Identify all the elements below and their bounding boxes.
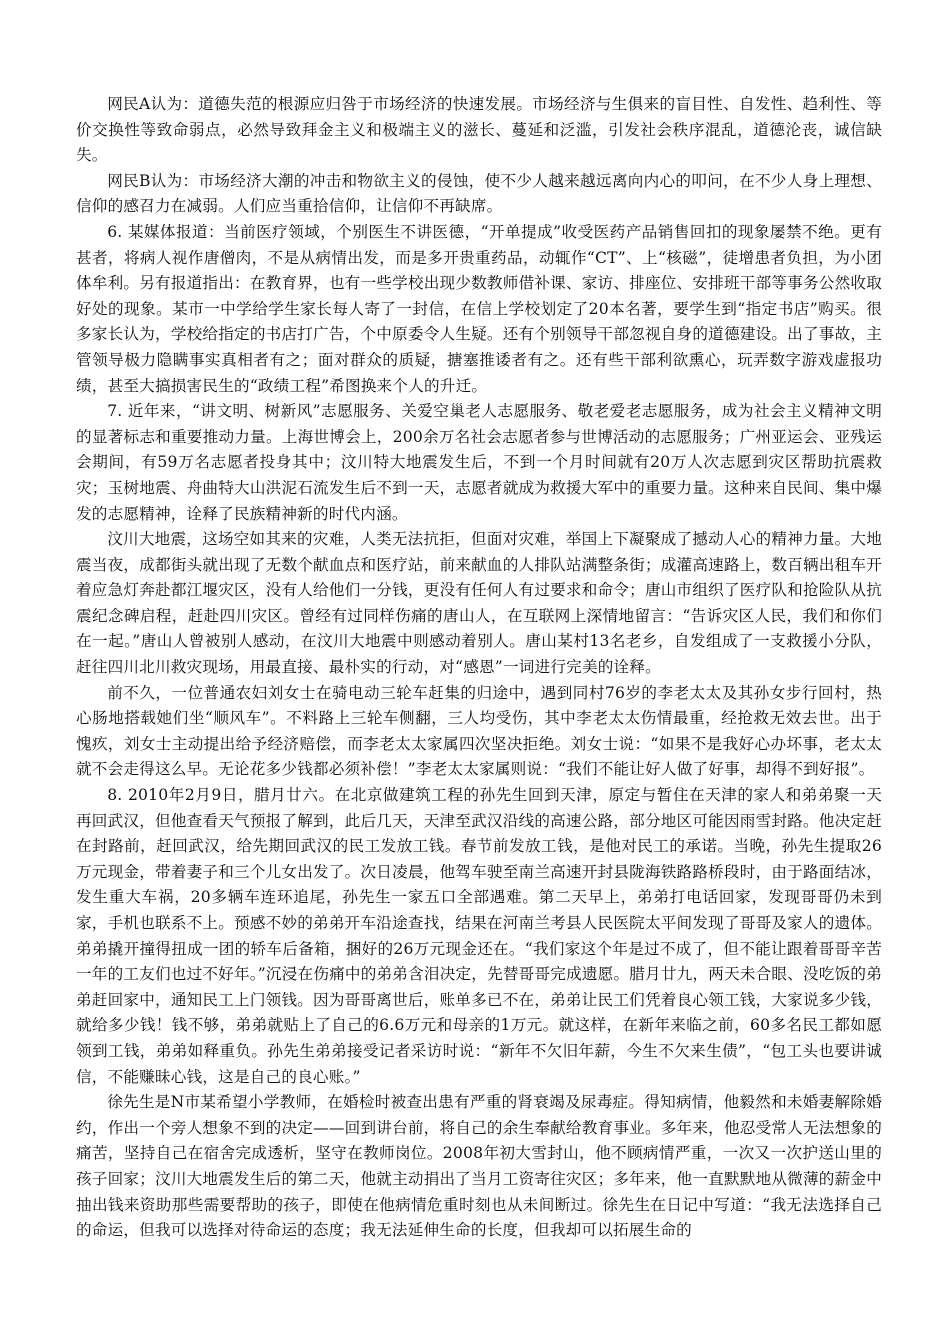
- document-body: [76, 92, 882, 1244]
- paragraph-netizen-b: 网民B认为：市场经济大潮的冲击和物欲主义的侵蚀，使不少人越来越远离向内心的叩问，在不少人身上理想、信仰的感召力在减弱。人们应当重拾信仰，让信仰不再缺席。: [76, 171, 882, 216]
- paragraph-item-7: 7. 近年来，“讲文明、树新风”志愿服务、关爱空巢老人志愿服务、敬老爱老志愿服务，成为社会主义精神文明的显著标志和重要推动力量。上海世博会上，200余万名社会志愿者参与世博活动的志愿服务；广州亚运会、亚残运会期间，有59万名志愿者投身其中；汶川特大地震发生后，不到一个月时间就有20万人次志愿到灾区帮助抗震救灾；玉树地震、舟曲特大山洪泥石流发生后不到一天，志愿者就成为救援大军中的重要力量。这种来自民间、集中爆发的志愿精神，诠释了民族精神新的时代内涵。: [76, 402, 882, 523]
- paragraph-netizen-a: 网民A认为：道德失范的根源应归咎于市场经济的快速发展。市场经济与生俱来的盲目性、自发性、趋利性、等价交换性等致命弱点，必然导致拜金主义和极端主义的滋长、蔓延和泛滥，引发社会秩序混乱，道德沦丧，诚信缺失。: [76, 95, 882, 165]
- paragraph-teacher-xu: 徐先生是N市某希望小学教师，在婚检时被查出患有严重的肾衰竭及尿毒症。得知病情，他毅然和未婚妻解除婚约，作出一个旁人想象不到的决定——回到讲台前，将自己的余生奉献给教育事业。多年来，他忍受常人无法想象的痛苦，坚持自己在宿舍完成透析，坚守在教师岗位。2008年初大雪封山，他不顾病情严重，一次又一次护送山里的孩子回家；汶川大地震发生后的第二天，他就主动捐出了当月工资寄往灾区；多年来，他一直默默地从微薄的薪金中抽出钱来资助那些需要帮助的孩子，即使在他病情危重时刻也从未间断过。徐先生在日记中写道：“我无法选择自己的命运，但我可以选择对待命运的态度；我无法延伸生命的长度，但我却可以拓展生命的: [76, 1093, 882, 1240]
- paragraph-ride-accident: 前不久，一位普通农妇刘女士在骑电动三轮车赶集的归途中，遇到同村76岁的李老太太及其孙女步行回村，热心肠地搭载她们坐“顺风车”。不料路上三轮车侧翻，三人均受伤，其中李老太太伤情最重，经抢救无效去世。出于愧疚，刘女士主动提出给予经济赔偿，而李老太太家属四次坚决拒绝。刘女士说：“如果不是我好心办坏事，老太太就不会走得这么早。无论花多少钱都必须补偿！”李老太太家属则说：“我们不能让好人做了好事，却得不到好报”。: [76, 683, 882, 779]
- paragraph-wenchuan-earthquake: 汶川大地震，这场空如其来的灾难，人类无法抗拒，但面对灾难，举国上下凝聚成了撼动人心的精神力量。大地震当夜，成都街头就出现了无数个献血点和医疗站，前来献血的人排队站满整条街；成灌高速路上，数百辆出租车开着应急灯奔赴都江堰灾区，没有人给他们一分钱，更没有任何人有过要求和命令；唐山市组织了医疗队和抢险队从抗震纪念碑启程，赶赴四川灾区。曾经有过同样伤痛的唐山人，在互联网上深情地留言：“告诉灾区人民，我们和你们在一起。”唐山人曾被别人感动，在汶川大地震中则感动着别人。唐山某村13名老乡，自发组成了一支救援小分队，赶往四川北川救灾现场，用最直接、最朴实的行动，对“感恩”一词进行完美的诠释。: [76, 530, 882, 677]
- paragraph-item-8: 8. 2010年2月9日，腊月廿六。在北京做建筑工程的孙先生回到天津，原定与暂住在天津的家人和弟弟聚一天再回武汉，但他查看天气预报了解到，此后几天，天津至武汉沿线的高速公路，部分地区可能因雨雪封路。他决定赶在封路前，赶回武汉，给先期回武汉的民工发放工钱。春节前发放工钱，是他对民工的承诺。当晚，孙先生提取26万元现金，带着妻子和三个儿女出发了。次日凌晨，他驾车驶至南兰高速开封县陇海铁路路桥段时，由于路面结冰，发生重大车祸，20多辆车连环追尾，孙先生一家五口全部遇难。第二天早上，弟弟打电话回家，发现哥哥仍未到家，手机也联系不上。预感不妙的弟弟开车沿途查找，结果在河南兰考县人民医院太平间发现了哥哥及家人的遗体。弟弟撬开撞得扭成一团的轿车后备箱，捆好的26万元现金还在。“我们家这个年是过不成了，但不能让跟着哥哥辛苦一年的工友们也过不好年。”沉浸在伤痛中的弟弟含泪决定，先替哥哥完成遗愿。腊月廿九，两天未合眼、没吃饭的弟弟赶回家中，通知民工上门领钱。因为哥哥离世后，账单多已不在，弟弟让民工们凭着良心领工钱，大家说多少钱，就给多少钱！钱不够，弟弟就贴上了自己的6.6万元和母亲的1万元。就这样，在新年来临之前，60多名民工都如愿领到工钱，弟弟如释重负。孙先生弟弟接受记者采访时说：“新年不欠旧年薪，今生不欠来生债”，“包工头也要讲诚信，不能赚昧心钱，这是自己的良心账。”: [76, 786, 882, 1086]
- paragraph-item-6: 6. 某媒体报道：当前医疗领域，个别医生不讲医德，“开单提成”收受医药产品销售回扣的现象屡禁不绝。更有甚者，将病人视作唐僧肉，不是从病情出发，而是多开贵重药品，动辄作“CT”、上“核磁”，徒增患者负担，为小团体牟利。另有报道指出：在教育界，也有一些学校出现少数教师借补课、家访、排座位、安排班干部等事务公然收取好处的现象。某市一中学给学生家长每人寄了一封信，在信上学校划定了20本名著，要学生到“指定书店”购买。很多家长认为，学校给指定的书店打广告，个中原委令人生疑。还有个别领导干部忽视自身的道德建设。出了事故，主管领导极力隐瞒事实真相者有之；面对群众的质疑，搪塞推诿者有之。还有些干部利欲熏心，玩弄数字游戏虚报功绩，甚至大搞损害民生的“政绩工程”希图换来个人的升迁。: [76, 222, 882, 395]
